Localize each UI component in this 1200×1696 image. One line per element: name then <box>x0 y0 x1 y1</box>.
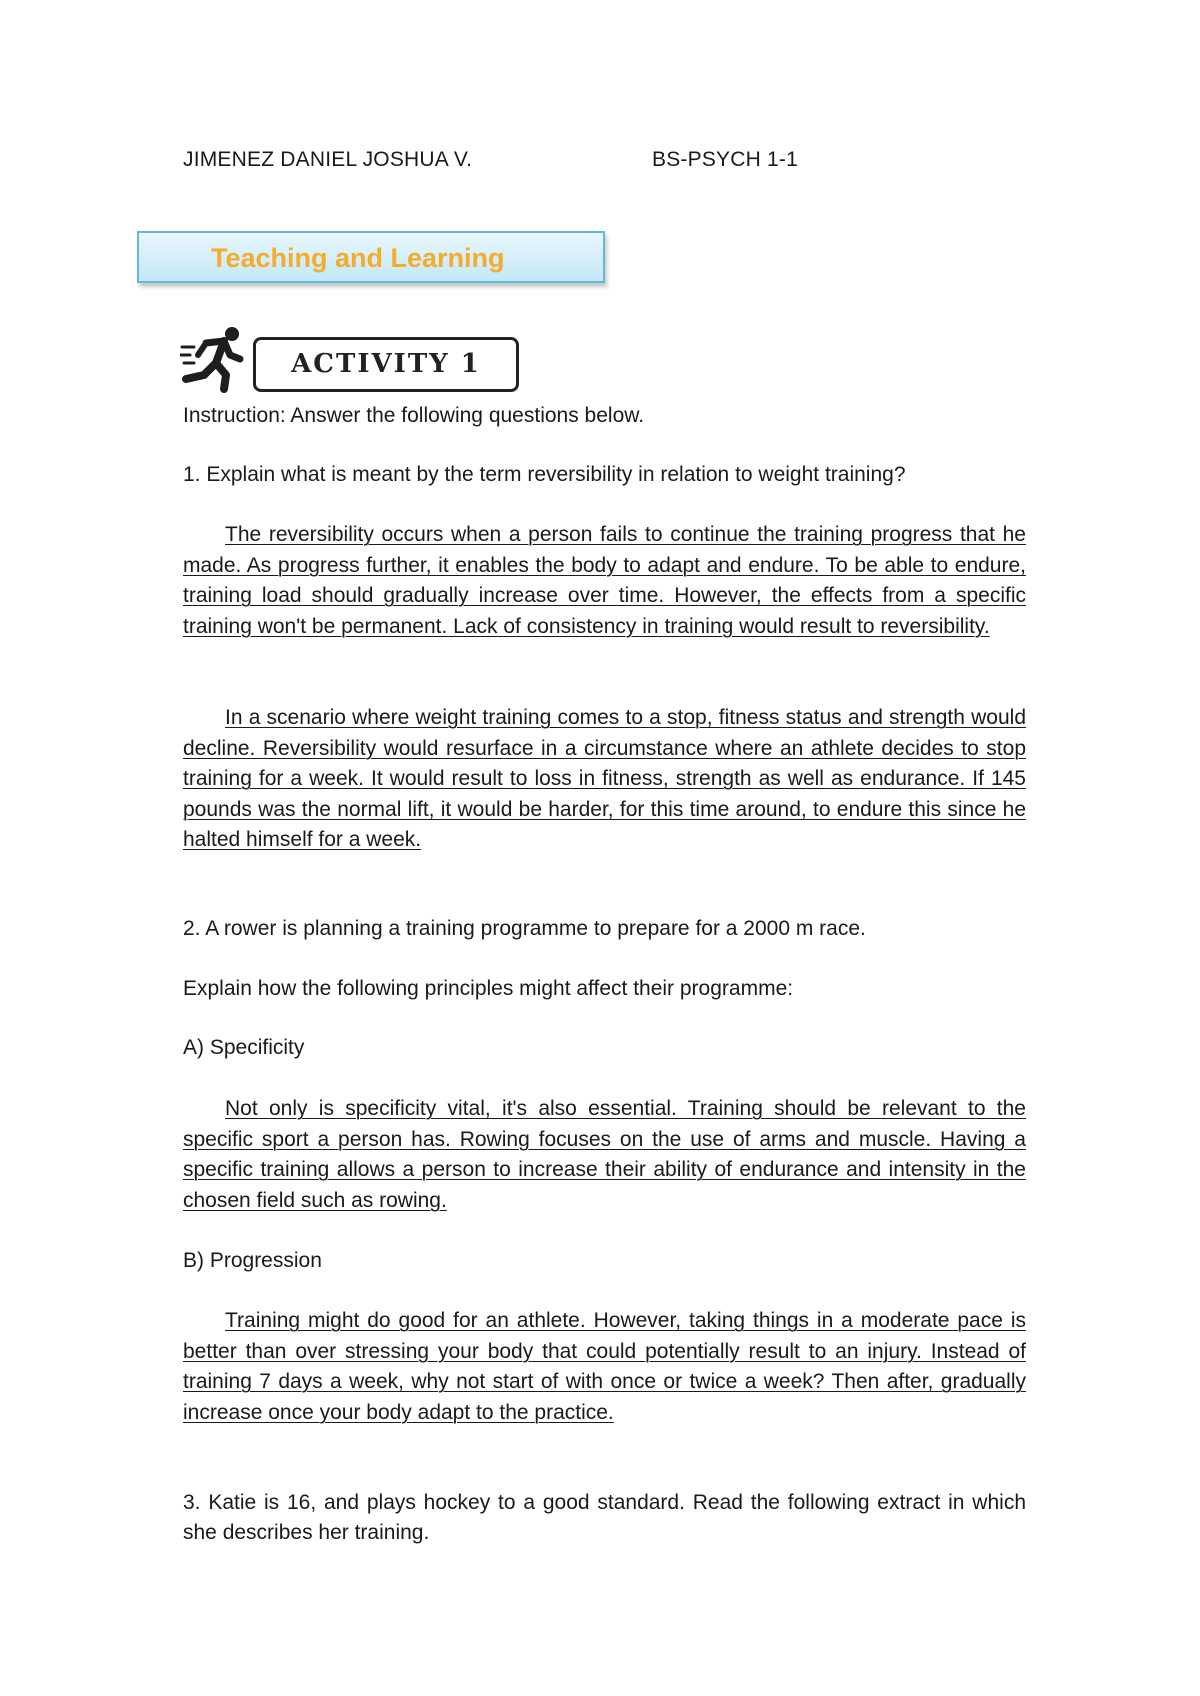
question-2-subprompt: Explain how the following principles might affect their programme: <box>183 977 794 1000</box>
section-banner <box>137 231 605 283</box>
question-3-prompt: 3. Katie is 16, and plays hockey to a good standard. Read the following extract in which she describes her training. <box>183 1491 1026 1544</box>
student-course: BS-PSYCH 1-1 <box>652 148 798 171</box>
question-2-part-b-label: B) Progression <box>183 1249 322 1272</box>
question-2-part-a-label: A) Specificity <box>183 1036 305 1059</box>
question-1-answer-1: The reversibility occurs when a person fails to continue the training progress that he made. As progress further, it enables the body to adapt and endure. To be able to endure, training load should gradually increase over time. However, the effects from a specific training won't be permanent. Lack of consistency in training would result to reversibility. <box>183 523 1026 638</box>
banner-title: Teaching and Learning <box>211 243 505 273</box>
activity-label: ACTIVITY 1 <box>291 349 481 379</box>
question-2-prompt: 2. A rower is planning a training programme to prepare for a 2000 m race. <box>183 917 866 940</box>
question-2-part-a-answer: Not only is specificity vital, it's also essential. Training should be relevant to the specific sport a person has. Rowing focuses on the use of arms and muscle. Having a specific training allows a person to increase their ability of endurance and intensity in the chosen field such as rowing. <box>183 1097 1026 1212</box>
question-1-answer-2: In a scenario where weight training comes to a stop, fitness status and strength would decline. Reversibility would resurface in a circumstance where an athlete decides to stop training for a week. It would result to loss in fitness, strength as well as endurance. If 145 pounds was the normal lift, it would be harder, for this time around, to endure this since he halted himself for a week. <box>183 706 1026 851</box>
student-name: JIMENEZ DANIEL JOSHUA V. <box>183 148 473 171</box>
running-person-icon <box>180 325 250 393</box>
activity-label-box <box>253 337 519 392</box>
instruction-text: Instruction: Answer the following questions below. <box>183 404 645 427</box>
question-2-part-b-answer: Training might do good for an athlete. However, taking things in a moderate pace is better than over stressing your body that could potentially result to an injury. Instead of training 7 days a week, why not start of with once or twice a week? Then after, gradually increase once your body adapt to the practice. <box>183 1309 1026 1424</box>
question-1-prompt: 1. Explain what is meant by the term reversibility in relation to weight training? <box>183 463 906 486</box>
